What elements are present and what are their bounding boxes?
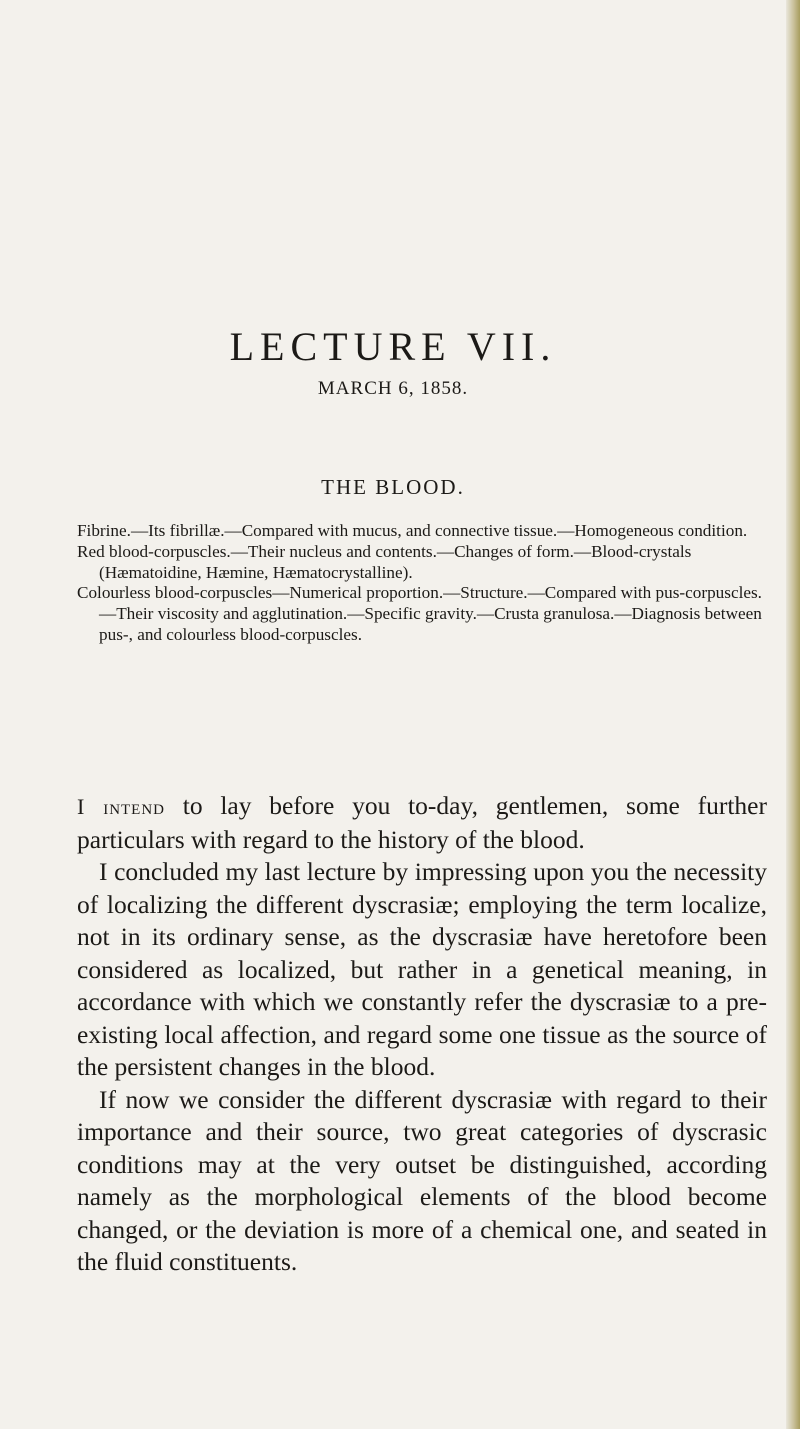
synopsis-item-red-corpuscles: Red blood-corpuscles.—Their nucleus and contents.—Changes of form.—Blood-crystals (Hæmatoidine, Hæmine, Hæmatocrystalline). (77, 541, 692, 582)
body-paragraph-1 (77, 790, 767, 856)
body-text (77, 790, 767, 1279)
lecture-subject: THE BLOOD. (321, 475, 465, 499)
page-edge (786, 0, 800, 1429)
synopsis-item-colourless-corpuscles: Colourless blood-corpuscles—Numerical proportion.—Structure.—Compared with pus-corpuscles.—Their viscosity and agglutination.—Specific gravity.—Crusta granulosa.—Diagnosis between pus-, and colourless blood-corpuscles. (77, 583, 762, 644)
synopsis-item-fibrine: Fibrine.—Its fibrillæ.—Compared with mucus, and connective tissue.—Homogeneous condition. (77, 521, 748, 540)
body-paragraph-3: If now we consider the different dyscrasiæ with regard to their importance and their source, two great categories of dyscrasic conditions may at the very outset be distinguished, according namely as the morphological elements of the blood become changed, or the deviation is more of a chemical one, and seated in the fluid constituents. (77, 1084, 767, 1276)
lecture-date: MARCH 6, 1858. (317, 378, 469, 399)
lecture-title: LECTURE VII. (229, 324, 557, 369)
synopsis (77, 521, 763, 646)
body-paragraph-2: I concluded my last lecture by impressing upon you the necessity of localizing the different dyscrasiæ; employing the term localize, not in its ordinary sense, as the dyscrasiæ have heretofore been considered as localized, but rather in a genetical meaning, in accordance with which we constantly refer the dyscrasiæ to a pre-existing local affection, and regard some one tissue as the source of the persistent changes in the blood. (77, 857, 767, 1081)
small-caps-lead: I intend (77, 794, 166, 819)
paragraph-1-text: to lay before you to-day, gentlemen, some further particulars with regard to the history of the blood. (77, 791, 767, 854)
